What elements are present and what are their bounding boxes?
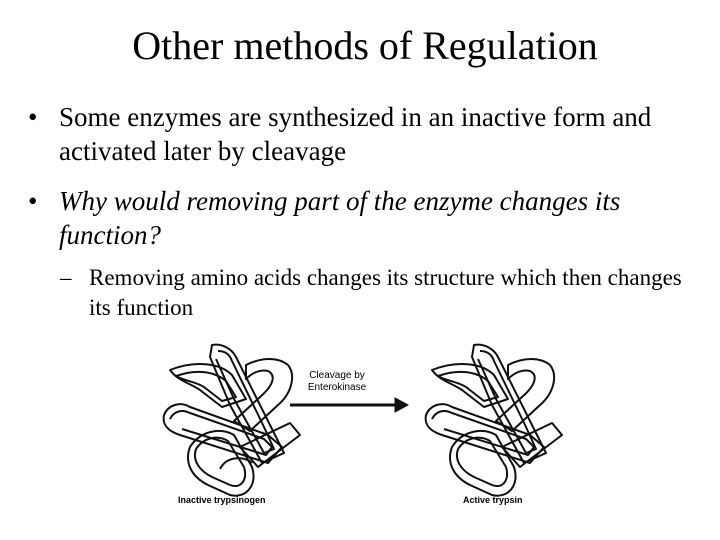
trypsin-activation-figure: [150, 335, 570, 535]
bullet-text-question: Why would removing part of the enzyme changes its function?: [59, 186, 621, 250]
bullet-marker: •: [28, 102, 38, 132]
slide-title: Other methods of Regulation: [132, 23, 598, 68]
bullet-text: Some enzymes are synthesized in an inactive form and activated later by cleavage: [59, 102, 652, 166]
cleavage-arrow: [290, 398, 408, 412]
sub-bullet-text: Removing amino acids changes its structure which then changes its function: [89, 265, 682, 320]
cleavage-label-line-2: Enterokinase: [307, 382, 367, 393]
cleavage-label-line-1: Cleavage by: [309, 370, 365, 381]
figure-drawing: [150, 335, 570, 535]
cleavage-label: [297, 370, 377, 394]
active-trypsin-label: Active trypsin: [463, 495, 523, 505]
trypsin-ribbon: [426, 345, 562, 496]
inactive-trypsinogen-label: Inactive trypsinogen: [178, 495, 266, 505]
dash-marker: –: [60, 265, 72, 290]
bullet-marker: •: [28, 186, 38, 216]
trypsinogen-ribbon: [164, 345, 300, 496]
